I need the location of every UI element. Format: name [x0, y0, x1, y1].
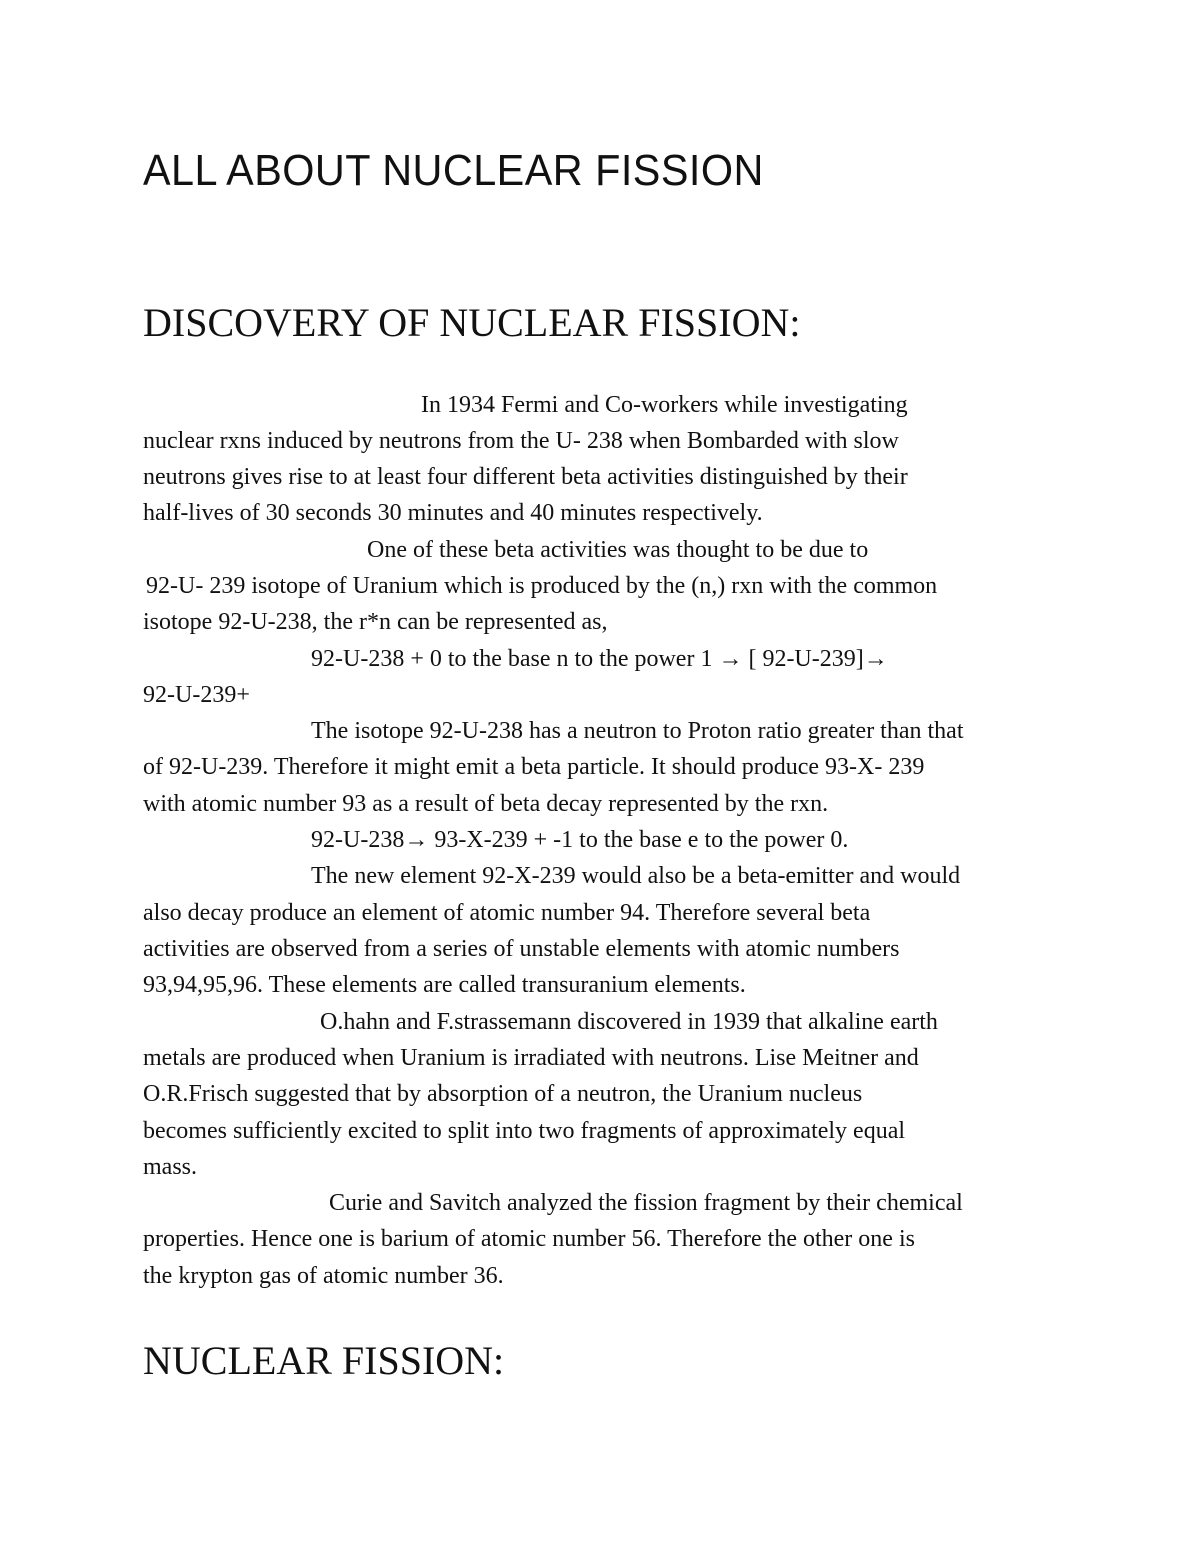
equation-line: 92-U-238→ 93-X-239 + -1 to the base e to the power 0.: [311, 827, 849, 853]
document-title: ALL ABOUT NUCLEAR FISSION: [143, 146, 764, 195]
body-line: the krypton gas of atomic number 36.: [143, 1263, 504, 1289]
body-line: One of these beta activities was thought to be due to: [367, 537, 869, 563]
body-line: nuclear rxns induced by neutrons from the U- 238 when Bombarded with slow: [143, 428, 899, 454]
body-line: half-lives of 30 seconds 30 minutes and 40 minutes respectively.: [143, 500, 763, 526]
body-line: activities are observed from a series of unstable elements with atomic numbers: [143, 936, 900, 962]
body-line: of 92-U-239. Therefore it might emit a beta particle. It should produce 93-X- 239: [143, 754, 925, 780]
body-line: The isotope 92-U-238 has a neutron to Proton ratio greater than that: [311, 718, 964, 744]
body-line: Curie and Savitch analyzed the fission fragment by their chemical: [329, 1190, 963, 1216]
body-line: 93,94,95,96. These elements are called transuranium elements.: [143, 972, 746, 998]
body-line: becomes sufficiently excited to split into two fragments of approximately equal: [143, 1118, 906, 1144]
body-line: isotope 92-U-238, the r*n can be represented as,: [143, 609, 608, 635]
body-line: with atomic number 93 as a result of beta decay represented by the rxn.: [143, 791, 829, 817]
body-line: 92-U- 239 isotope of Uranium which is produced by the (n,) rxn with the common: [146, 573, 938, 599]
body-line: metals are produced when Uranium is irradiated with neutrons. Lise Meitner and: [143, 1045, 919, 1071]
equation-line: 92-U-238 + 0 to the base n to the power 1 → [ 92-U-239]→: [311, 646, 888, 672]
body-line: neutrons gives rise to at least four different beta activities distinguished by their: [143, 464, 908, 490]
section-heading-nuclear-fission: NUCLEAR FISSION:: [143, 1338, 505, 1383]
body-line: O.R.Frisch suggested that by absorption of a neutron, the Uranium nucleus: [143, 1081, 863, 1107]
body-line: mass.: [143, 1154, 197, 1180]
body-line: properties. Hence one is barium of atomic number 56. Therefore the other one is: [143, 1226, 915, 1252]
body-line: The new element 92-X-239 would also be a beta-emitter and would: [311, 863, 961, 889]
section-heading-discovery: DISCOVERY OF NUCLEAR FISSION:: [143, 300, 801, 345]
body-line: also decay produce an element of atomic number 94. Therefore several beta: [143, 900, 871, 926]
body-line: In 1934 Fermi and Co-workers while investigating: [421, 392, 908, 418]
equation-line: 92-U-239+: [143, 682, 250, 708]
body-line: O.hahn and F.strassemann discovered in 1939 that alkaline earth: [320, 1009, 938, 1035]
